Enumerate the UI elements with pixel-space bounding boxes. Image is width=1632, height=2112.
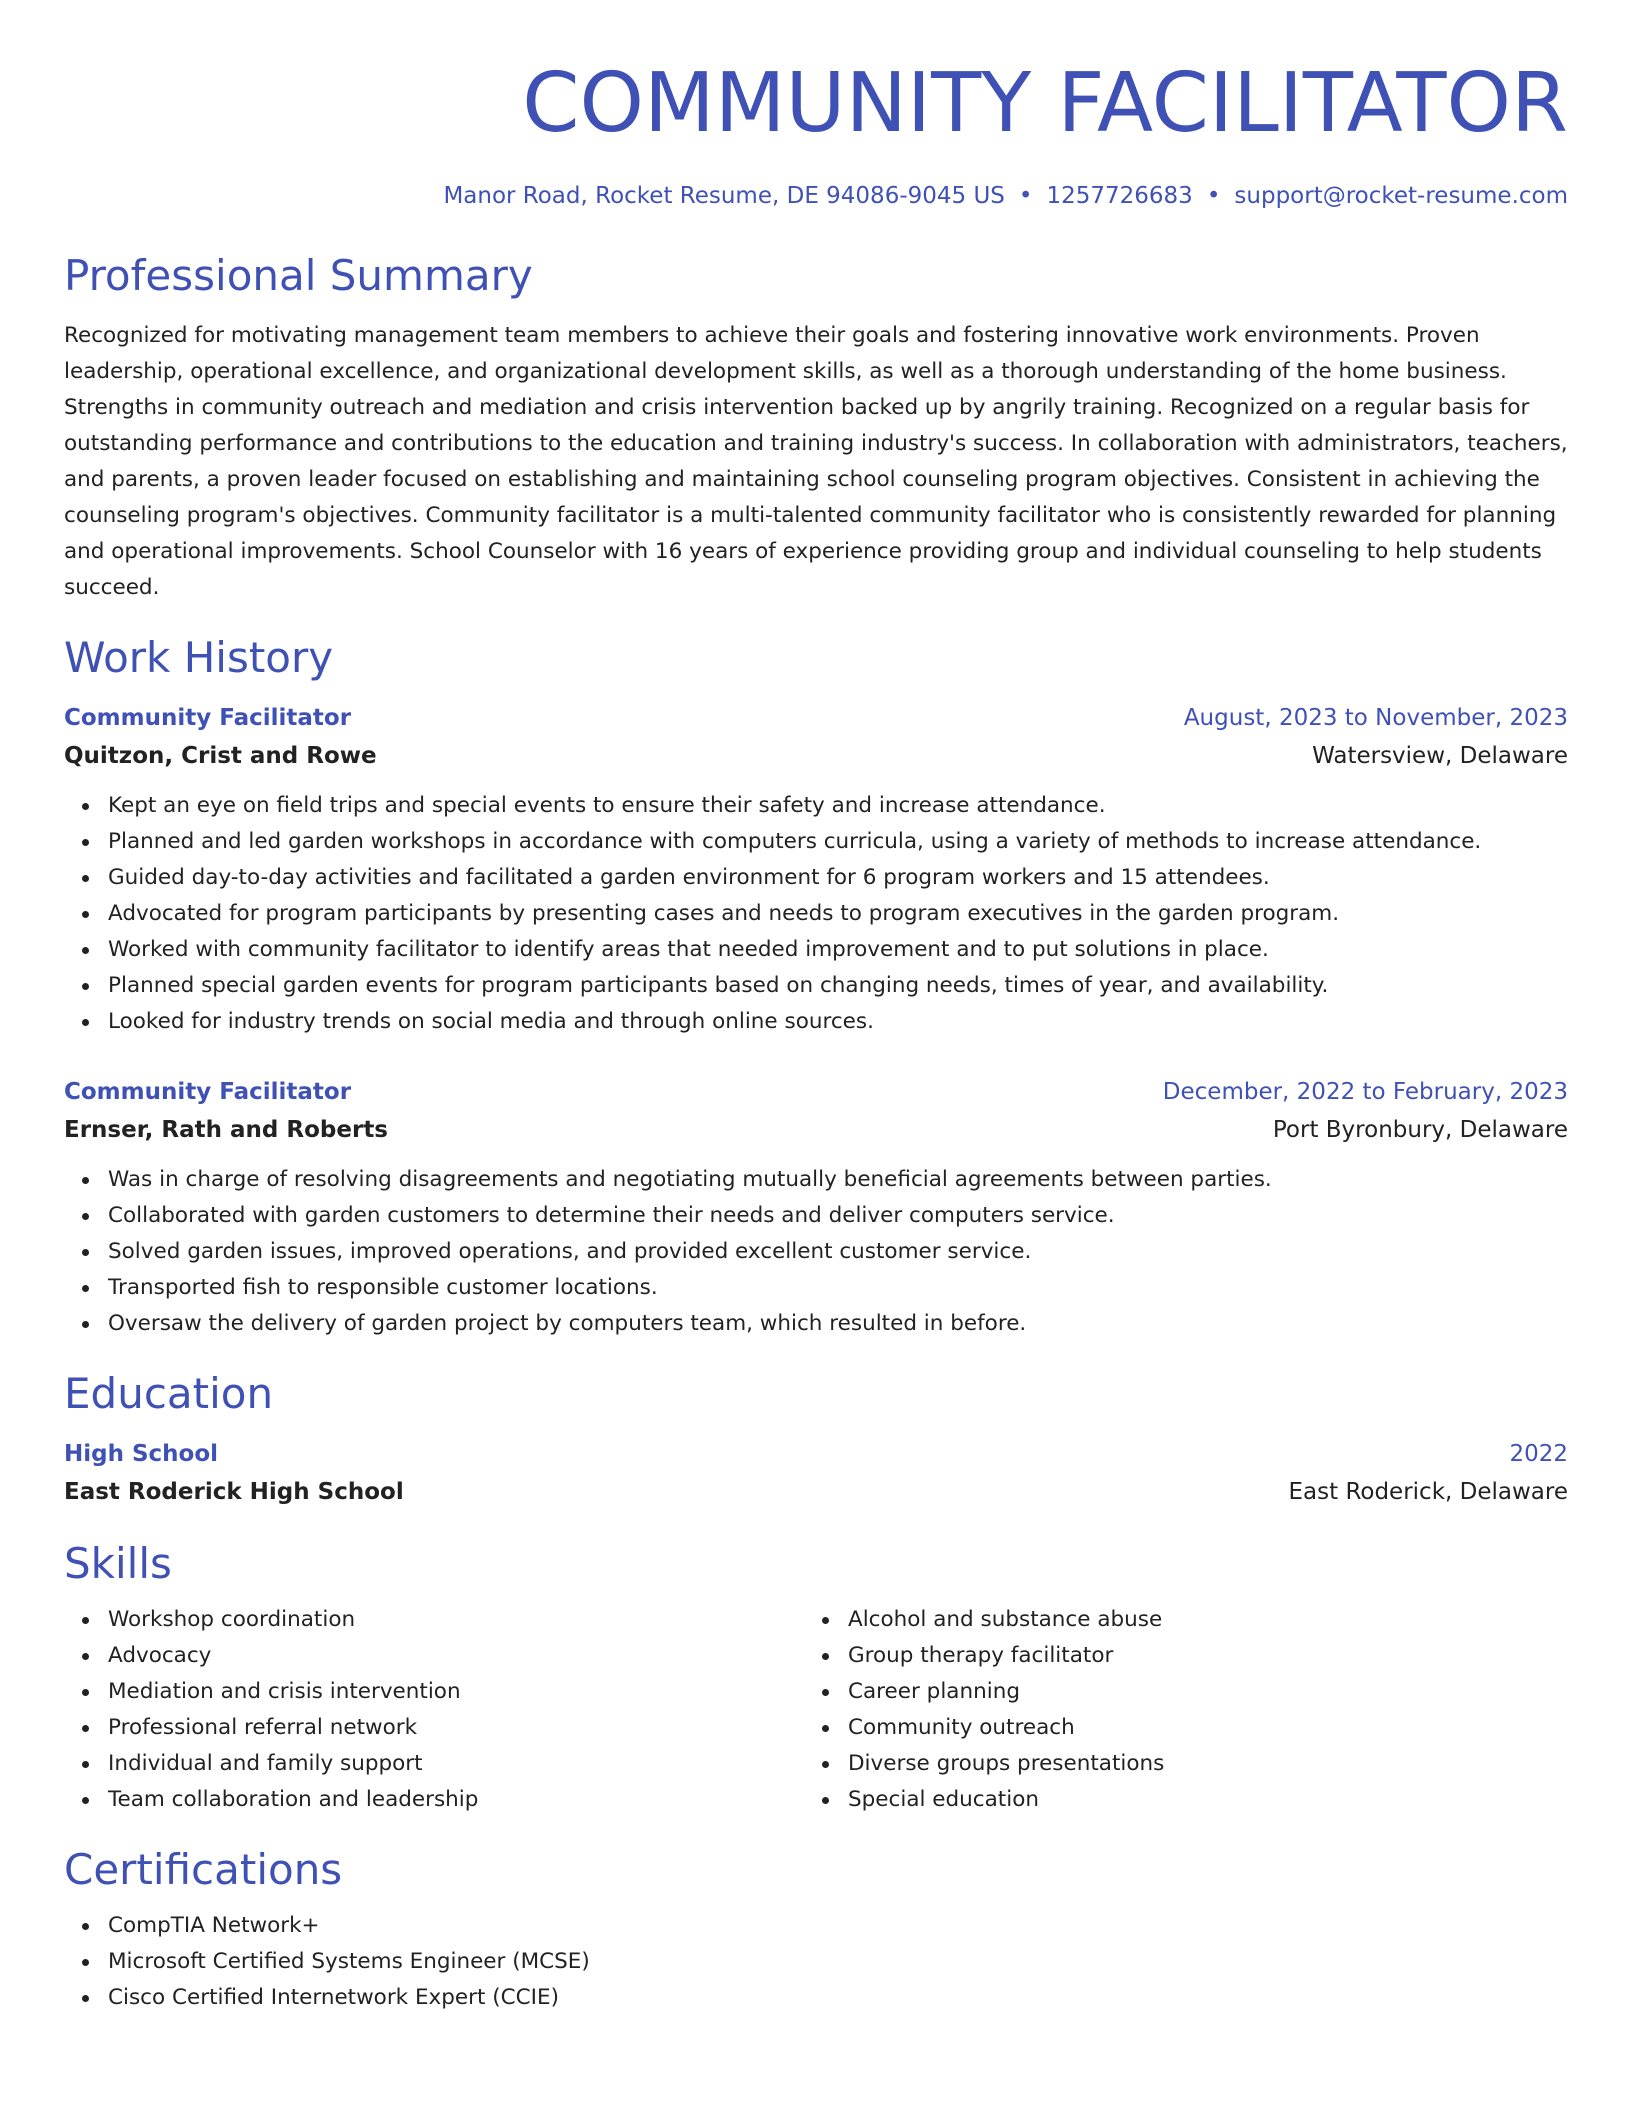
candidate-title: COMMUNITY FACILITATOR [522, 56, 1568, 151]
skill-item: Special education [848, 1782, 1504, 1818]
job-bullet: Planned and led garden workshops in accordance with computers curricula, using a variety of methods to increase attendance. [108, 824, 1568, 860]
education-entry [64, 1436, 1568, 1512]
education-heading: Education [64, 1369, 274, 1418]
education-degree: High School [64, 1441, 219, 1467]
job-bullet: Guided day-to-day activities and facilitated a garden environment for 6 program workers and 15 attendees. [108, 860, 1568, 896]
job-role: Community Facilitator [64, 705, 352, 731]
certifications-section [64, 1844, 1568, 2016]
skill-item: Diverse groups presentations [848, 1746, 1504, 1782]
skills-section [64, 1538, 1568, 1818]
contact-email: support@rocket-resume.com [1234, 183, 1568, 209]
job-entry [64, 700, 1568, 1040]
summary-text: Recognized for motivating management team members to achieve their goals and fostering innovative work environments. Proven leadership, operational excellence, and organizational development skills, as well as a thorough understanding of the home business. Strengths in community outreach and mediation and crisis intervention backed up by angrily training. Recognized on a regular basis for outstanding performance and contributions to the education and training industry's success. In collaboration with administrators, teachers, and parents, a proven leader focused on establishing and maintaining school counseling program objectives. Consistent in achieving the counseling program's objectives. Community facilitator is a multi-talented community facilitator who is consistently rewarded for planning and operational improvements. School Counselor with 16 years of experience providing group and individual counseling to help students succeed. [64, 323, 1568, 600]
job-dates: December, 2022 to February, 2023 [1162, 1079, 1568, 1105]
job-bullet: Looked for industry trends on social media and through online sources. [108, 1004, 1568, 1040]
skills-column-left [64, 1602, 804, 1818]
work-history-heading: Work History [64, 633, 334, 682]
job-bullet: Worked with community facilitator to identify areas that needed improvement and to put solutions in place. [108, 932, 1568, 968]
job-bullet: Kept an eye on field trips and special events to ensure their safety and increase attendance. [108, 788, 1568, 824]
job-bullet: Was in charge of resolving disagreements and negotiating mutually beneficial agreements between parties. [108, 1162, 1568, 1198]
job-company: Quitzon, Crist and Rowe [64, 743, 377, 769]
education-year: 2022 [1509, 1441, 1568, 1467]
certification-item: CompTIA Network+ [108, 1908, 1568, 1944]
certification-item: Cisco Certified Internetwork Expert (CCIE) [108, 1980, 1568, 2016]
skill-item: Mediation and crisis intervention [108, 1674, 804, 1710]
skills-list-right [804, 1602, 1504, 1818]
job-company: Ernser, Rath and Roberts [64, 1117, 388, 1143]
work-history-section [64, 632, 1568, 1342]
skill-item: Community outreach [848, 1710, 1504, 1746]
skill-item: Team collaboration and leadership [108, 1782, 804, 1818]
skill-item: Group therapy facilitator [848, 1638, 1504, 1674]
job-role: Community Facilitator [64, 1079, 352, 1105]
job-bullet: Planned special garden events for program participants based on changing needs, times of year, and availability. [108, 968, 1568, 1004]
contact-separator: • [1018, 183, 1033, 209]
skill-item: Professional referral network [108, 1710, 804, 1746]
summary-section [64, 250, 1568, 606]
education-school: East Roderick High School [64, 1479, 404, 1505]
skills-list-left [64, 1602, 804, 1818]
skill-item: Individual and family support [108, 1746, 804, 1782]
skills-column-right [804, 1602, 1504, 1818]
skills-heading: Skills [64, 1539, 172, 1588]
job-entry [64, 1074, 1568, 1342]
certifications-list [64, 1908, 1568, 2016]
certifications-heading: Certifications [64, 1845, 343, 1894]
education-location: East Roderick, Delaware [1288, 1479, 1568, 1505]
job-bullet: Advocated for program participants by presenting cases and needs to program executives in the garden program. [108, 896, 1568, 932]
job-dates: August, 2023 to November, 2023 [1183, 705, 1568, 731]
skill-item: Advocacy [108, 1638, 804, 1674]
job-location: Watersview, Delaware [1312, 743, 1568, 769]
skills-grid [64, 1602, 1568, 1818]
skill-item: Workshop coordination [108, 1602, 804, 1638]
contact-phone: 1257726683 [1046, 183, 1193, 209]
resume-header [64, 56, 1568, 212]
job-bullet: Solved garden issues, improved operations, and provided excellent customer service. [108, 1234, 1568, 1270]
job-bullet: Transported fish to responsible customer locations. [108, 1270, 1568, 1306]
job-bullets [64, 1162, 1568, 1342]
contact-address: Manor Road, Rocket Resume, DE 94086-9045 US [443, 183, 1005, 209]
contact-separator: • [1206, 183, 1221, 209]
education-section [64, 1368, 1568, 1512]
job-location: Port Byronbury, Delaware [1272, 1117, 1568, 1143]
summary-heading: Professional Summary [64, 251, 533, 300]
certification-item: Microsoft Certified Systems Engineer (MCSE) [108, 1944, 1568, 1980]
skill-item: Alcohol and substance abuse [848, 1602, 1504, 1638]
contact-line [64, 180, 1568, 212]
job-bullet: Collaborated with garden customers to determine their needs and deliver computers service. [108, 1198, 1568, 1234]
job-bullets [64, 788, 1568, 1040]
skill-item: Career planning [848, 1674, 1504, 1710]
job-bullet: Oversaw the delivery of garden project by computers team, which resulted in before. [108, 1306, 1568, 1342]
